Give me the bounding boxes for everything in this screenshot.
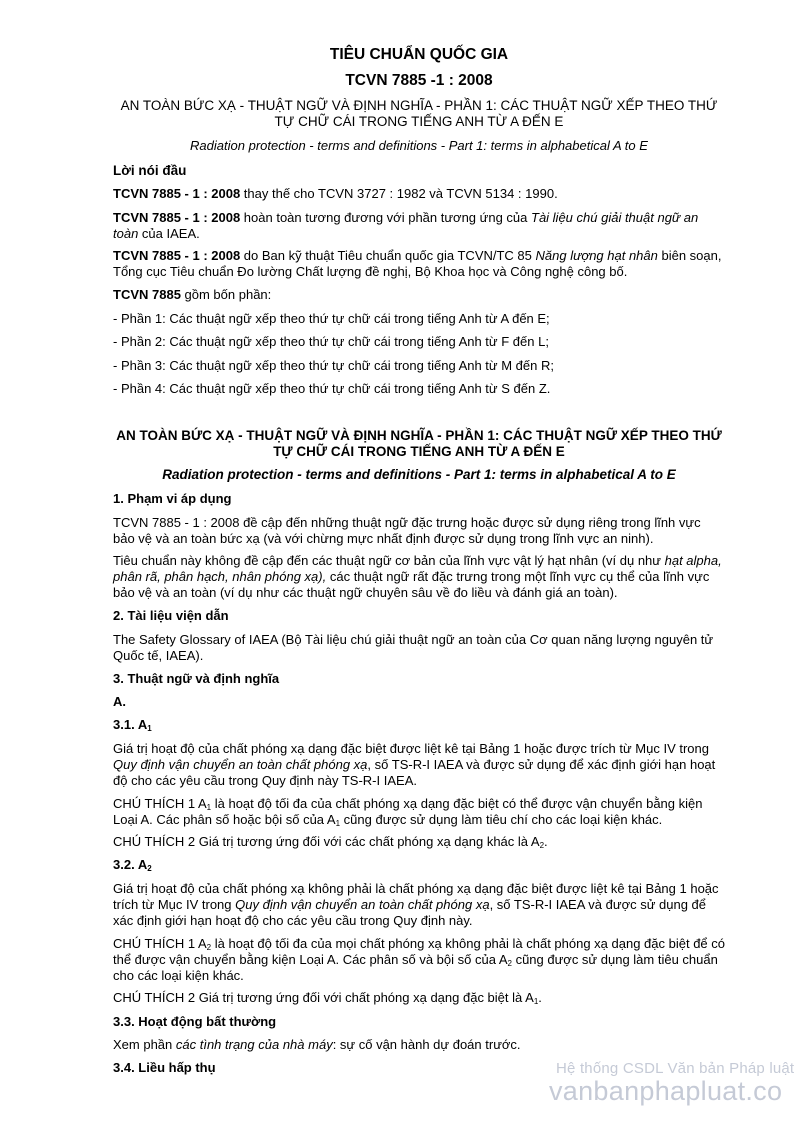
body-english-title: Radiation protection - terms and definitions - Part 1: terms in alphabetical A to E [162, 467, 676, 482]
part-list-item: - Phần 1: Các thuật ngữ xếp theo thứ tự chữ cái trong tiếng Anh từ A đến E; [113, 311, 550, 326]
watermark-site: vanbanphapluat.co [549, 1076, 783, 1106]
section-2-paragraph: The Safety Glossary of IAEA (Bộ Tài liệu chú giải thuật ngữ an toàn của Cơ quan năng lượng nguyên tử Quốc tế, IAEA). [113, 632, 714, 663]
section-1-paragraph-1: TCVN 7885 - 1 : 2008 đề cập đến những thuật ngữ đặc trưng hoặc được sử dụng riêng trong lĩnh vực bảo vệ và an toàn bức xạ (và với chừng mực nhất định được sử dụng trong lĩnh vực an ninh). [113, 515, 701, 546]
italic-text: Tài liệu chú giải thuật ngữ an toàn [113, 210, 699, 241]
note-text: CHÚ THÍCH 2 Giá trị tương ứng đối với các chất phóng xạ dạng khác là A [113, 834, 540, 849]
subscript: 1 [147, 724, 152, 733]
term-3-3-definition [113, 1037, 725, 1053]
standard-ref: TCVN 7885 [113, 287, 181, 302]
term-3-1-heading [113, 717, 725, 732]
paragraph-text: các thuật ngữ rất đặc trưng trong một lĩnh vực cụ thể của lĩnh vực bảo vệ và an toàn (ví dụ như các thuật ngữ chuyên sâu về đo liều và đánh giá an toàn). [113, 569, 710, 600]
note-text: CHÚ THÍCH 2 Giá trị tương ứng đối với chất phóng xạ dạng đặc biệt là A [113, 990, 534, 1005]
note-text: là hoạt độ tối đa của chất phóng xạ dạng đặc biệt có thể được vận chuyển bằng kiện Loại A. Các phân số hoặc bội số của A [113, 796, 703, 827]
note-text: CHÚ THÍCH 1 A [113, 936, 207, 951]
paragraph-text: Giá trị hoạt độ của chất phóng xạ không phải là chất phóng xạ dạng đặc biệt được liệt kê tại Bảng 1 hoặc trích từ Mục IV trong [113, 881, 719, 912]
paragraph-text: hoàn toàn tương đương với phần tương ứng của [240, 210, 531, 225]
paragraph-text: , số TS-R-I IAEA và được sử dụng để xác định giới hạn hoạt độ cho các yêu cầu trong Quy định này. [113, 897, 707, 928]
subscript: 2 [147, 864, 152, 873]
term-label: 3.2. A [113, 857, 148, 872]
body-title: AN TOÀN BỨC XẠ - THUẬT NGỮ VÀ ĐỊNH NGHĨA - PHẦN 1: CÁC THUẬT NGỮ XẾP THEO THỨ TỰ CHỮ CÁI TRONG TIẾNG ANH TỪ A ĐẾN E [116, 428, 722, 459]
italic-text: Quy định vận chuyển an toàn chất phóng xạ [235, 897, 490, 912]
standard-code: TCVN 7885 -1 : 2008 [345, 72, 493, 89]
part-list-item: - Phần 4: Các thuật ngữ xếp theo thứ tự chữ cái trong tiếng Anh từ S đến Z. [113, 381, 551, 396]
subscript: 2 [206, 943, 212, 952]
term-3-1-note-1 [113, 796, 725, 828]
section-1-paragraph-2 [113, 553, 725, 601]
section-3-heading: 3. Thuật ngữ và định nghĩa [113, 671, 280, 686]
term-3-2-note-1 [113, 936, 725, 984]
term-3-4-heading: 3.4. Liều hấp thụ [113, 1060, 216, 1075]
section-1-heading: 1. Phạm vi áp dụng [113, 491, 232, 506]
foreword-paragraph-4 [113, 287, 725, 303]
paragraph-text: Tiêu chuẩn này không đề cập đến các thuật ngữ cơ bản của lĩnh vực vật lý hạt nhân (ví dụ như [113, 553, 665, 568]
standard-ref: TCVN 7885 - 1 : 2008 [113, 186, 241, 201]
subscript: 1 [206, 803, 212, 812]
foreword-paragraph-3 [113, 248, 725, 280]
part-list-item: - Phần 2: Các thuật ngữ xếp theo thứ tự chữ cái trong tiếng Anh từ F đến L; [113, 334, 549, 349]
paragraph-text: Giá trị hoạt độ của chất phóng xạ dạng đặc biệt được liệt kê tại Bảng 1 hoặc được trích từ Mục IV trong [113, 741, 709, 756]
term-label: 3.1. A [113, 717, 148, 732]
italic-text: hạt alpha, phân rã, phân hạch, nhân phóng xạ), [113, 553, 722, 584]
subscript: 1 [533, 997, 539, 1006]
paragraph-text: , số TS-R-I IAEA và được sử dụng để xác định giới hạn hoạt độ cho các yêu cầu trong Quy định này TS-R-I IAEA. [113, 757, 716, 788]
note-text: . [544, 834, 548, 849]
watermark-caption: Hệ thống CSDL Văn bản Pháp luật [556, 1060, 795, 1077]
subscript: 2 [539, 841, 545, 850]
document-title: TIÊU CHUẨN QUỐC GIA [329, 46, 509, 63]
note-text: cũng được sử dụng làm tiêu chí cho các loại kiện khác. [340, 812, 663, 827]
part-list-item: - Phần 3: Các thuật ngữ xếp theo thứ tự chữ cái trong tiếng Anh từ M đến R; [113, 358, 554, 373]
standard-ref: TCVN 7885 - 1 : 2008 [113, 210, 241, 225]
subscript: 1 [335, 819, 341, 828]
term-3-1-definition [113, 741, 725, 789]
note-text: . [538, 990, 542, 1005]
italic-text: các tình trạng của nhà máy [175, 1037, 333, 1052]
term-3-3-heading: 3.3. Hoạt động bất thường [113, 1014, 277, 1029]
note-text: CHÚ THÍCH 1 A [113, 796, 207, 811]
foreword-paragraph-2 [113, 210, 725, 242]
document-subtitle: AN TOÀN BỨC XẠ - THUẬT NGỮ VÀ ĐỊNH NGHĨA - PHẦN 1: CÁC THUẬT NGỮ XẾP THEO THỨ TỰ CHỮ CÁI TRONG TIẾNG ANH TỪ A ĐẾN E [120, 98, 718, 129]
subscript: 2 [507, 959, 512, 968]
paragraph-text: gồm bốn phần: [180, 287, 272, 302]
section-2-heading: 2. Tài liệu viện dẫn [113, 608, 229, 623]
term-3-2-definition [113, 881, 725, 929]
italic-text: Quy định vận chuyển an toàn chất phóng xạ [113, 757, 368, 772]
term-3-2-note-2 [113, 990, 725, 1006]
paragraph-text: Xem phần [113, 1037, 176, 1052]
letter-heading: A. [113, 694, 126, 709]
paragraph-text: của IAEA. [138, 226, 200, 241]
foreword-paragraph-1 [113, 186, 725, 202]
term-3-2-heading [113, 857, 725, 872]
english-title: Radiation protection - terms and definitions - Part 1: terms in alphabetical A to E [190, 138, 648, 153]
paragraph-text: thay thế cho TCVN 3727 : 1982 và TCVN 5134 : 1990. [240, 186, 558, 201]
standard-ref: TCVN 7885 - 1 : 2008 [113, 248, 241, 263]
term-3-1-note-2 [113, 834, 725, 850]
paragraph-text: do Ban kỹ thuật Tiêu chuẩn quốc gia TCVN/TC 85 [240, 248, 536, 263]
note-text: cũng được sử dụng làm tiêu chuẩn cho các loại kiện khác. [113, 952, 718, 983]
paragraph-text: : sự cố vận hành dự đoán trước. [332, 1037, 521, 1052]
paragraph-text: biên soạn, Tổng cục Tiêu chuẩn Đo lường Chất lượng đề nghị, Bộ Khoa học và Công nghệ công bố. [113, 248, 722, 279]
foreword-heading: Lời nói đầu [113, 163, 187, 178]
note-text: là hoạt độ tối đa của mọi chất phóng xạ không phải là chất phóng xạ dạng đặc biệt để có thể được vận chuyển bằng kiện Loại A. Các phân số và bội số của A [113, 936, 725, 967]
italic-text: Năng lượng hạt nhân [535, 248, 658, 263]
